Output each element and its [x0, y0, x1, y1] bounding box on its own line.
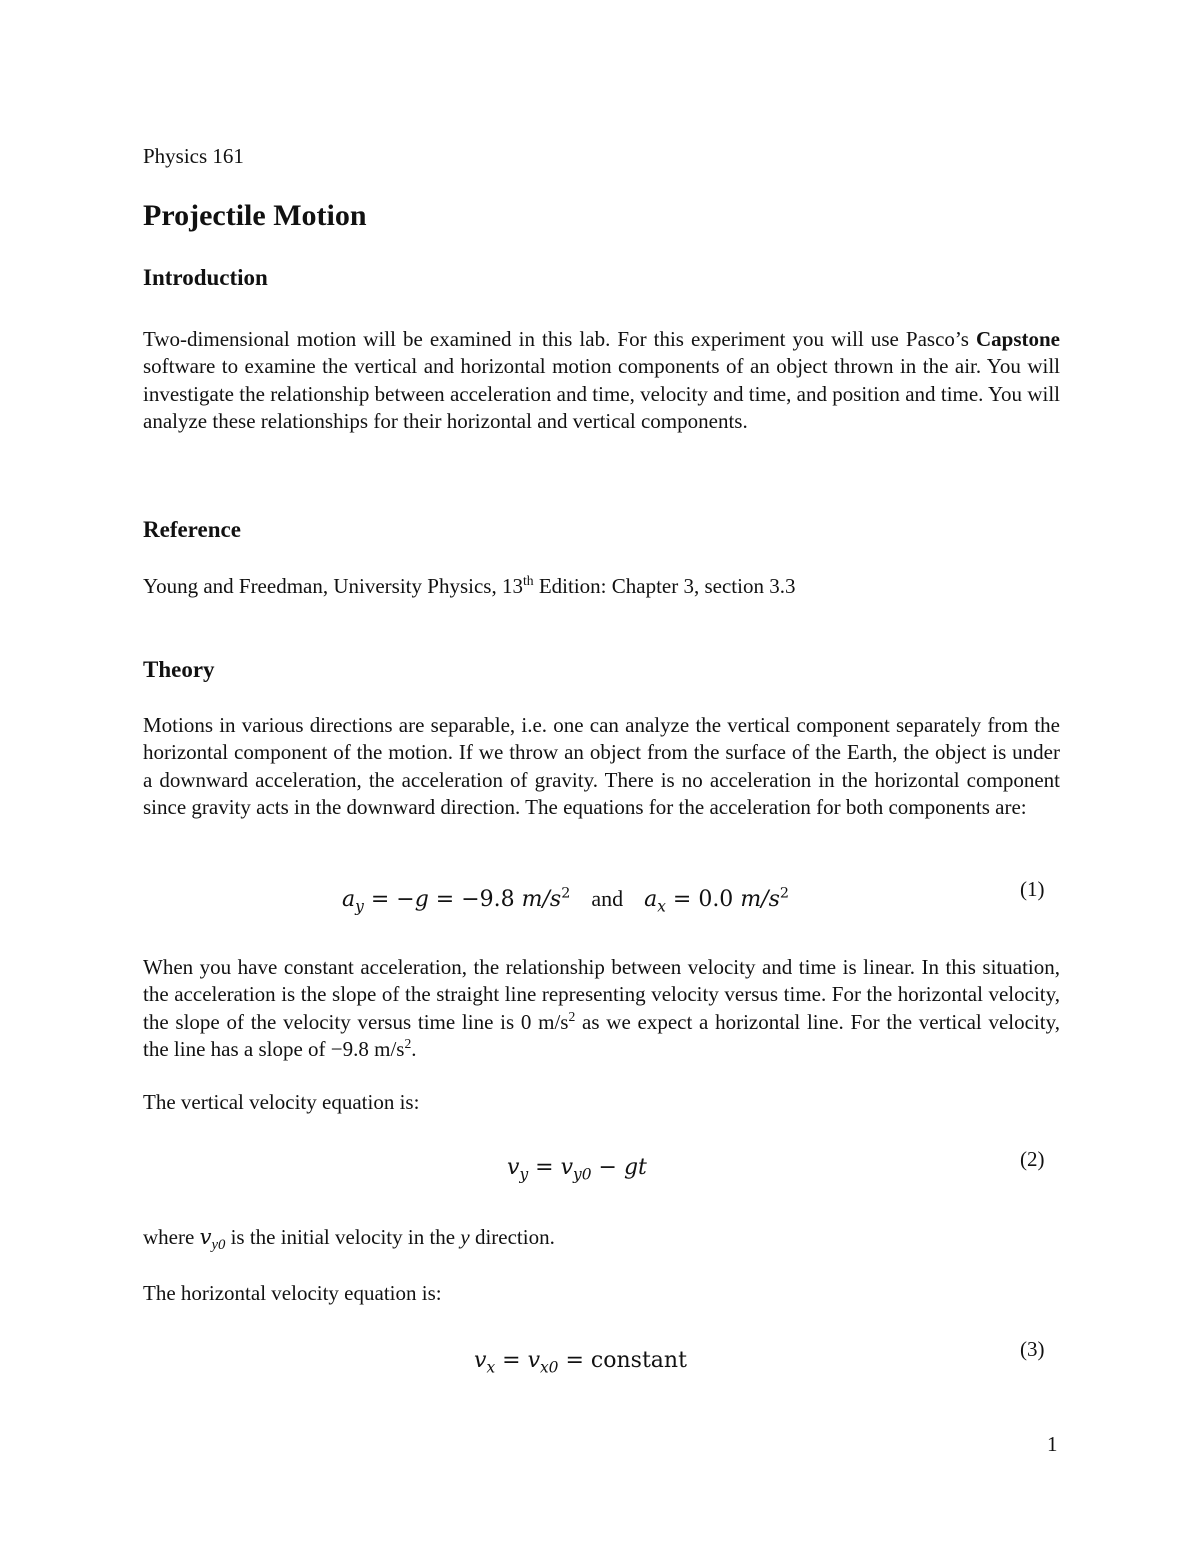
eq1-ax: a: [644, 887, 658, 912]
reference-sup: th: [522, 573, 534, 588]
eq1-val: = −9.8: [435, 887, 515, 912]
eq1-exp2: 2: [779, 885, 789, 902]
introduction-paragraph: [143, 326, 1060, 435]
eq3-eq2: =: [565, 1348, 584, 1373]
where-c: direction.: [469, 1225, 555, 1249]
theory-p2-c: .: [411, 1036, 417, 1061]
eq2-minus: −: [598, 1155, 617, 1180]
theory-p2-sup2: 2: [404, 1035, 412, 1051]
where-text: [143, 1224, 555, 1254]
theory-p2-b: as we expect a horizontal line. For the vertical velocity, the line has a slope of −9.8 m/s: [143, 1009, 1060, 1061]
equation-2: [507, 1153, 647, 1183]
eq1-a-sub: y: [355, 897, 364, 916]
horizontal-velocity-intro: The horizontal velocity equation is:: [143, 1281, 442, 1305]
equation-3: [474, 1346, 687, 1376]
where-sub: y0: [211, 1237, 226, 1254]
eq1-a: a: [342, 887, 356, 912]
eq1-eq-g: = −: [370, 887, 415, 912]
eq3-v: v: [474, 1348, 487, 1373]
eq2-v0-sub: y0: [573, 1165, 592, 1184]
theory-paragraph-1: Motions in various directions are separable, i.e. one can analyze the vertical component separately from the horizontal component of the motion. If we throw an object from the surface of the Earth, the object is under a downward acceleration, the acceleration of gravity. There is no acceleration in the horizontal component since gravity acts in the downward direction. The equations for the acceleration for both components are:: [143, 713, 1060, 819]
eq3-v-sub: x: [486, 1358, 496, 1377]
eq2-v-sub: y: [519, 1165, 529, 1184]
eq2-eq: =: [535, 1155, 554, 1180]
eq3-v0: v: [527, 1348, 540, 1373]
where-b: is the initial velocity in the: [225, 1225, 461, 1249]
equation-3-number: (3): [1020, 1337, 1045, 1361]
eq1-unit: m/s: [521, 887, 562, 912]
eq3-v0-sub: x0: [540, 1358, 559, 1377]
eq2-gt: gt: [623, 1155, 647, 1180]
theory-p2-sup1: 2: [568, 1008, 576, 1024]
intro-text-1: Two-dimensional motion will be examined in this lab. For this experiment you will use Pasco’s: [143, 327, 976, 351]
capstone-bold: Capstone: [975, 327, 1060, 351]
page-title: Projectile Motion: [143, 199, 367, 232]
eq2-v: v: [507, 1155, 520, 1180]
reference-text: [143, 573, 795, 600]
eq1-unit2: m/s: [740, 887, 780, 912]
eq1-ax-sub: x: [657, 897, 666, 916]
equation-1: [342, 884, 789, 915]
eq1-exp: 2: [561, 885, 571, 902]
where-a: where: [143, 1225, 200, 1249]
reference-text-2: Edition: Chapter 3, section 3.3: [533, 574, 796, 598]
reference-heading: Reference: [143, 517, 241, 542]
equation-2-number: (2): [1020, 1147, 1045, 1171]
course-label: Physics 161: [143, 144, 244, 168]
eq1-and: and: [591, 886, 624, 911]
where-v: v: [199, 1225, 212, 1249]
reference-text-1: Young and Freedman, University Physics, 13: [143, 574, 523, 598]
eq2-v0: v: [560, 1155, 574, 1180]
intro-text-2: software to examine the vertical and horizontal motion components of an object thrown in the air. You will investigate the relationship between acceleration and time, velocity and time, and position and time. You will analyze these relationships for their horizontal and vertical components.: [143, 354, 1060, 433]
introduction-heading: Introduction: [143, 265, 268, 290]
equation-1-number: (1): [1020, 877, 1045, 901]
page-number: 1: [1047, 1432, 1058, 1456]
eq1-g: g: [414, 887, 429, 912]
where-y: y: [460, 1225, 470, 1249]
theory-p2-a: When you have constant acceleration, the relationship between velocity and time is linear. In this situation, the acceleration is the slope of the straight line representing velocity versus time. For the horizontal velocity, the slope of the velocity versus time line is 0 m/s: [143, 955, 1060, 1034]
eq3-eq: =: [502, 1348, 521, 1373]
eq1-val2: = 0.0: [672, 887, 734, 912]
theory-paragraph-2: [143, 954, 1060, 1063]
eq3-constant: constant: [590, 1348, 687, 1373]
vertical-velocity-intro: The vertical velocity equation is:: [143, 1090, 420, 1114]
theory-heading: Theory: [143, 657, 215, 682]
